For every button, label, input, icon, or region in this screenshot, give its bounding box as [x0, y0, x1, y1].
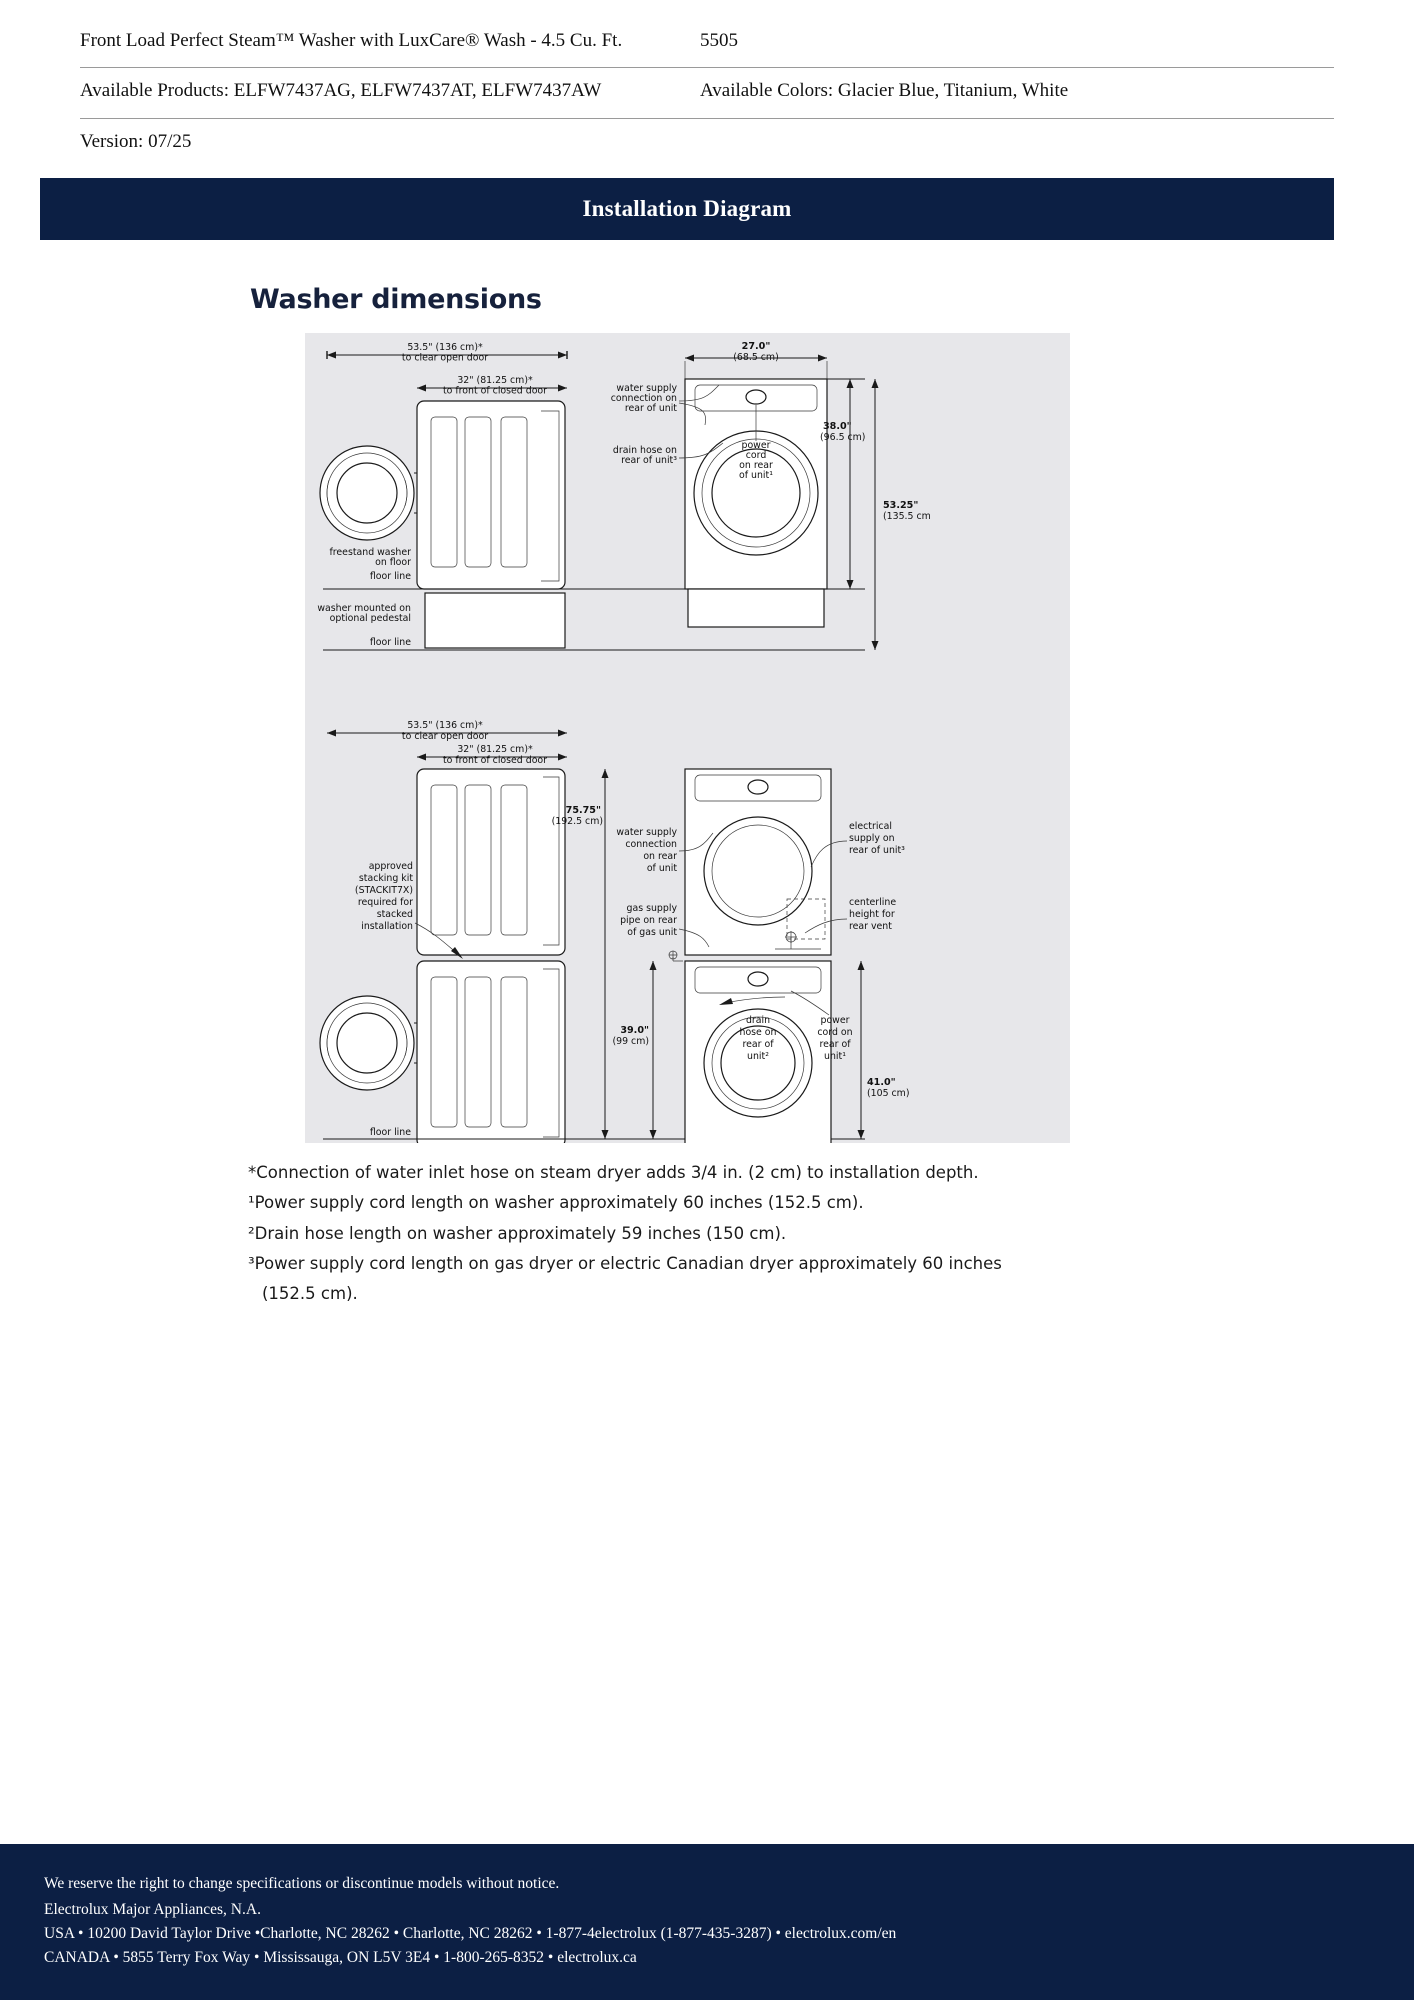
footer-disclaimer: We reserve the right to change specifications or discontinue models without notice.: [44, 1874, 560, 1892]
svg-text:(192.5 cm): (192.5 cm): [551, 815, 603, 827]
note-2: ²Drain hose length on washer approximately 59 inches (150 cm).: [248, 1223, 787, 1243]
svg-text:rear of unit³: rear of unit³: [849, 844, 905, 856]
note-3-cont: (152.5 cm).: [262, 1284, 358, 1304]
svg-text:approved: approved: [368, 860, 413, 872]
svg-text:floor line: floor line: [369, 570, 411, 582]
svg-text:(135.5 cm: (135.5 cm: [883, 510, 931, 522]
svg-text:(68.5 cm): (68.5 cm): [733, 351, 779, 363]
svg-text:to front of closed door: to front of closed door: [442, 385, 548, 397]
svg-text:rear of: rear of: [742, 1038, 774, 1050]
svg-text:38.0": 38.0": [823, 420, 852, 432]
svg-text:unit¹: unit¹: [824, 1050, 846, 1062]
svg-text:drain hose on: drain hose on: [612, 444, 677, 456]
svg-text:floor line: floor line: [369, 636, 411, 648]
header-row-title: [80, 18, 1334, 68]
svg-text:rear of: rear of: [819, 1038, 851, 1050]
svg-text:installation: installation: [361, 920, 413, 932]
svg-text:(STACKIT7X): (STACKIT7X): [354, 884, 413, 896]
svg-text:stacking kit: stacking kit: [358, 872, 413, 884]
footer-company: Electrolux Major Appliances, N.A.: [44, 1900, 261, 1918]
product-code: 5505: [700, 30, 738, 51]
svg-text:freestand washer: freestand washer: [329, 546, 411, 558]
svg-text:optional pedestal: optional pedestal: [329, 612, 411, 624]
section-title-installation-diagram: Installation Diagram: [40, 178, 1334, 240]
svg-text:washer mounted on: washer mounted on: [317, 602, 411, 614]
svg-text:power: power: [820, 1014, 850, 1026]
svg-text:to front of closed door: to front of closed door: [442, 754, 548, 766]
svg-text:32" (81.25 cm)*: 32" (81.25 cm)*: [457, 374, 533, 386]
footer-canada-address: CANADA • 5855 Terry Fox Way • Mississauga, ON L5V 3E4 • 1-800-265-8352 • electrolux.ca: [44, 1948, 637, 1966]
svg-text:rear vent: rear vent: [849, 920, 892, 932]
svg-text:required for: required for: [357, 896, 413, 908]
note-asterisk: *Connection of water inlet hose on steam dryer adds 3/4 in. (2 cm) to installation depth.: [248, 1162, 979, 1182]
washer-dimensions-drawing: [305, 333, 1070, 1143]
svg-text:cord: cord: [745, 449, 767, 461]
svg-text:water supply: water supply: [616, 826, 677, 838]
version-label: Version: 07/25: [80, 130, 192, 152]
svg-text:hose on: hose on: [739, 1026, 777, 1038]
svg-text:32" (81.25 cm)*: 32" (81.25 cm)*: [457, 743, 533, 755]
header-row-products: [80, 68, 1334, 118]
product-title: Front Load Perfect Steam™ Washer with LuxCare® Wash - 4.5 Cu. Ft.: [80, 30, 623, 51]
svg-text:53.5" (136 cm)*: 53.5" (136 cm)*: [407, 719, 483, 731]
svg-text:supply on: supply on: [849, 832, 895, 844]
note-3: ³Power supply cord length on gas dryer or electric Canadian dryer approximately 60 inches: [248, 1253, 1002, 1273]
svg-text:27.0": 27.0": [741, 340, 771, 352]
svg-text:unit²: unit²: [747, 1050, 769, 1062]
note-1: ¹Power supply cord length on washer approximately 60 inches (152.5 cm).: [248, 1193, 864, 1213]
document-header: [0, 0, 1414, 162]
svg-text:centerline: centerline: [849, 896, 897, 908]
svg-text:41.0": 41.0": [867, 1076, 896, 1088]
svg-text:53.25": 53.25": [883, 499, 919, 511]
svg-text:(105 cm): (105 cm): [867, 1087, 910, 1099]
svg-text:on rear: on rear: [643, 850, 677, 862]
svg-text:pipe on rear: pipe on rear: [620, 914, 677, 926]
svg-text:39.0": 39.0": [620, 1024, 649, 1036]
svg-text:height for: height for: [849, 908, 895, 920]
svg-text:53.5" (136 cm)*: 53.5" (136 cm)*: [407, 341, 483, 353]
svg-text:on rear: on rear: [739, 459, 773, 471]
svg-text:water supply: water supply: [616, 382, 677, 394]
svg-text:power: power: [741, 439, 771, 451]
svg-text:to clear open door: to clear open door: [401, 730, 489, 742]
svg-text:connection: connection: [625, 838, 677, 850]
svg-text:on floor: on floor: [375, 556, 411, 568]
svg-text:of gas unit: of gas unit: [627, 926, 677, 938]
diagram-image: [305, 333, 1070, 1143]
svg-text:drain: drain: [745, 1014, 771, 1026]
svg-text:(96.5 cm): (96.5 cm): [820, 431, 866, 443]
svg-text:rear of unit³: rear of unit³: [621, 454, 677, 466]
diagram-heading: Washer dimensions: [250, 283, 542, 315]
svg-text:rear of unit: rear of unit: [624, 402, 677, 414]
svg-text:of unit¹: of unit¹: [739, 469, 773, 481]
svg-text:connection on: connection on: [610, 392, 677, 404]
svg-text:stacked: stacked: [376, 908, 413, 920]
svg-text:to clear open door: to clear open door: [401, 352, 489, 364]
footer-usa-address: USA • 10200 David Taylor Drive •Charlotte, NC 28262 • Charlotte, NC 28262 • 1-877-4electrolux (1-877-435-3287) • electrolux.com/en: [44, 1924, 897, 1942]
diagram-section: [0, 240, 1414, 1309]
svg-text:floor line: floor line: [369, 1126, 411, 1138]
svg-text:cord on: cord on: [817, 1026, 853, 1038]
diagram-notes: [248, 1159, 1208, 1309]
svg-text:(99 cm): (99 cm): [612, 1035, 649, 1047]
available-products: Available Products: ELFW7437AG, ELFW7437AT, ELFW7437AW: [80, 80, 602, 102]
svg-text:of unit: of unit: [646, 862, 677, 874]
svg-text:75.75": 75.75": [565, 804, 601, 816]
header-row-version: [80, 119, 1334, 162]
available-colors: Available Colors: Glacier Blue, Titanium, White: [700, 80, 1069, 102]
document-footer: [0, 1844, 1414, 2000]
svg-text:electrical: electrical: [849, 820, 892, 832]
svg-text:gas supply: gas supply: [626, 902, 677, 914]
